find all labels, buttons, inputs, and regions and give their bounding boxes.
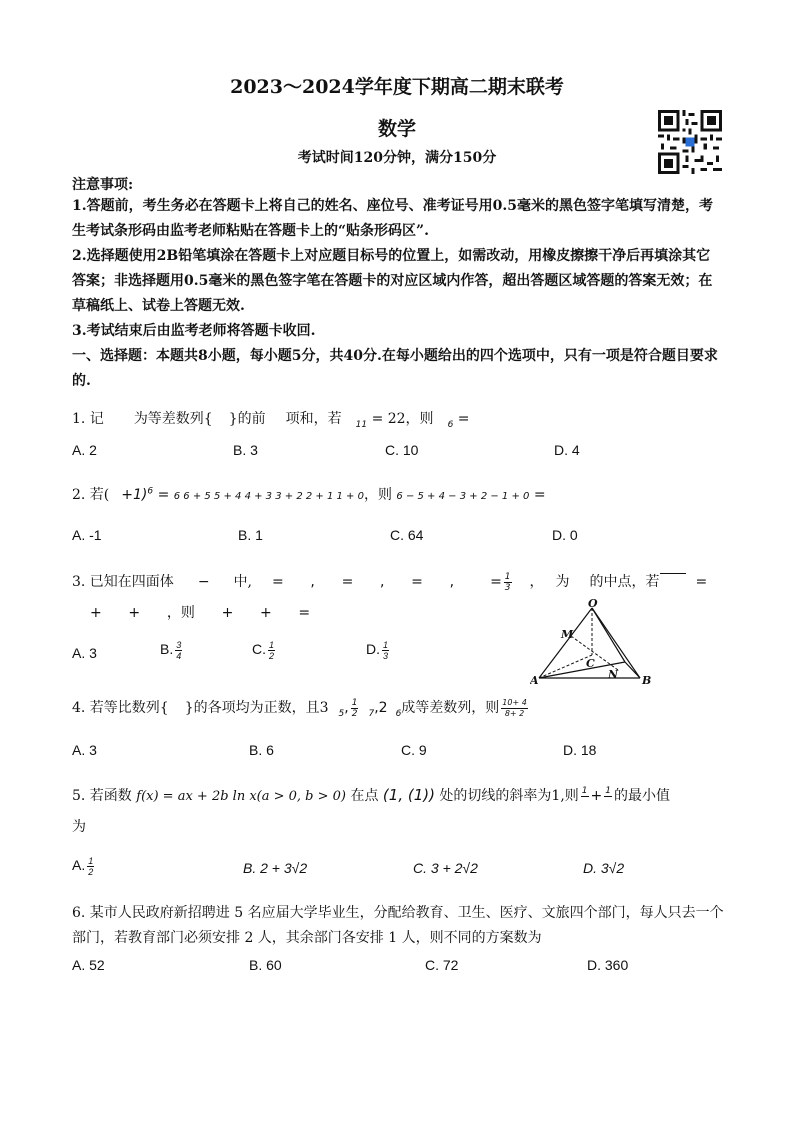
notice-item-2: 2.选择题使用2B铅笔填涂在答题卡上对应题目标号的位置上，如需改动，用橡皮擦擦干净后再填涂其它答案；非选择题用0.5毫米的黑色签字笔在答题卡的对应区域内作答，超出答题区域答题的答案无效；在草稿纸上、试卷上答题无效.: [72, 248, 713, 314]
exam-title: 2023～2024学年度下期高二期末联考: [230, 76, 564, 98]
figure-label-n: N: [608, 668, 619, 681]
question-5-line-2: 为: [72, 819, 86, 835]
figure-label-o: O: [588, 598, 598, 610]
q1-stem-d: 项和，若: [285, 411, 342, 427]
q6-option-a: A. 52: [72, 957, 105, 973]
q2-stem-a: 2. 若(: [72, 487, 110, 503]
q3-line1-a: 3. 已知在四面体: [72, 574, 174, 590]
q6-option-d: D. 360: [587, 957, 629, 973]
q2-stem-c: =: [157, 487, 170, 503]
q2-option-a: A. -1: [72, 527, 102, 543]
exam-info: 考试时间120分钟，满分150分: [297, 150, 497, 166]
q3-line1-b: −: [197, 574, 210, 590]
q2-exp6: 6: [147, 486, 154, 497]
qr-code-icon: [658, 110, 722, 174]
q6-option-c: C. 72: [425, 957, 459, 973]
q1-stem-e: = 22，则: [371, 411, 434, 427]
q5-stem-b: 在点: [350, 788, 379, 804]
q4-stem-b: }的各项均为正数，且3: [184, 700, 329, 716]
q2-option-b: B. 1: [238, 527, 263, 543]
tetrahedron-figure: [530, 598, 655, 690]
q1-stem-c: }的前: [228, 411, 266, 427]
q5-function: f(x) = ax + 2b ln x(a > 0, b > 0): [136, 789, 347, 804]
question-1: [72, 408, 469, 430]
q5-stem-d: 的最小值: [613, 788, 670, 804]
figure-label-c: C: [586, 657, 595, 670]
q4-stem-a: 4. 若等比数列{: [72, 700, 169, 716]
q4-sub7: 7: [368, 708, 375, 719]
q2-stem-b: +1): [121, 487, 148, 503]
q3-option-a: A. 3: [72, 645, 97, 661]
q4-option-b: B. 6: [249, 742, 274, 758]
q1-option-b: B. 3: [233, 442, 258, 458]
question-3-line-2: + + ，则 + + =: [90, 605, 311, 621]
q1-stem-b: 为等差数列{: [133, 411, 213, 427]
q2-stem-e: =: [533, 487, 546, 503]
q2-rhs2: 6 − 5 + 4 − 3 + 2 − 1 + 0: [396, 491, 530, 502]
q5-stem-c: 处的切线的斜率为1,则: [439, 788, 579, 804]
q1-option-d: D. 4: [554, 442, 580, 458]
question-4: 4. 若等比数列{ }的各项均为正数，且3 $_5$, $\frac{1}{2}$ $_7$,2 $_6$成等差数列，则 $\frac{10+ 4}{8+ 2}$: [72, 697, 527, 719]
q3-line1-d: = , = , = ,: [272, 574, 455, 590]
q5-point: (1, (1)): [382, 786, 435, 804]
q3-line1-h: 的中点，若: [589, 574, 660, 590]
q1-stem-a: 1. 记: [72, 411, 104, 427]
q5-option-b: B. 2 + 3√2: [243, 860, 308, 876]
q4-sub6: 6: [395, 708, 402, 719]
q3-option-c: C. $\frac{1}{2}$: [252, 640, 275, 661]
q1-option-c: C. 10: [385, 442, 419, 458]
question-5-line-1: 5. 若函数 f(x) = ax + 2b ln x(a > 0, b > 0) 在点 (1, (1)) 处的切线的斜率为1,则 1 + 1 的最小值: [72, 785, 670, 804]
q1-sub6: 6: [447, 419, 454, 430]
q3-line1-i: =: [695, 574, 708, 590]
q4-stem-d: ,2: [374, 700, 388, 716]
q3-line1-f: ，: [529, 574, 544, 590]
q1-option-a: A. 2: [72, 442, 97, 458]
q1-stem-f: =: [457, 411, 470, 427]
q5-stem-a: 5. 若函数: [72, 788, 132, 804]
q4-stem-c: ,: [344, 700, 349, 716]
figure-label-b: B: [642, 674, 652, 687]
notice-heading: 注意事项:: [72, 177, 134, 193]
question-6: 6. 某市人民政府新招聘进 5 名应届大学毕业生，分配给教育、卫生、医疗、文旅四个部门，每人只去一个部门，若教育部门必须安排 2 人，其余部门各安排 1 人，则不同的方案数为: [72, 905, 724, 946]
section-heading: 一、选择题：本题共8小题，每小题5分，共40分.在每小题给出的四个选项中，只有一项是符合题目要求的.: [72, 348, 718, 389]
q5-option-d: D. 3√2: [583, 860, 625, 876]
q3-line1-c: 中,: [233, 574, 252, 590]
figure-label-m: M: [561, 628, 574, 641]
q3-option-b: B. $\frac{3}{4}$: [160, 640, 182, 661]
q6-option-b: B. 60: [249, 957, 282, 973]
q2-option-c: C. 64: [390, 527, 424, 543]
figure-label-a: A: [530, 674, 539, 687]
q2-stem-d: ，则: [363, 487, 392, 503]
q2-option-d: D. 0: [552, 527, 578, 543]
q4-sub5: 5: [338, 708, 345, 719]
notice-item-3: 3.考试结束后由监考老师将答题卡收回.: [72, 323, 316, 339]
q4-option-c: C. 9: [401, 742, 427, 758]
q3-fraction: $\frac{1}{3}$: [504, 571, 511, 593]
question-3-line-1: [72, 571, 707, 593]
question-2: [72, 484, 546, 504]
q4-option-a: A. 3: [72, 742, 97, 758]
q1-sub11: 11: [355, 419, 368, 430]
notice-item-1: 1.答题前，考生务必在答题卡上将自己的姓名、座位号、准考证号用0.5毫米的黑色签字笔填写清楚，考生考试条形码由监考老师粘贴在答题卡上的“贴条形码区”.: [72, 198, 713, 239]
q4-option-d: D. 18: [563, 742, 597, 758]
subject-title: 数学: [377, 118, 416, 140]
q4-stem-e: 成等差数列，则: [401, 700, 500, 716]
q3-option-d: D. $\frac{1}{3}$: [366, 640, 389, 661]
q5-option-a: A. $\frac{1}{2}$: [72, 856, 94, 877]
q3-line1-e: =: [490, 574, 502, 590]
q3-line1-g: 为: [555, 574, 570, 590]
q2-rhs: 6 6 + 5 5 + 4 4 + 3 3 + 2 2 + 1 1 + 0: [173, 491, 364, 502]
q5-option-c: C. 3 + 2√2: [413, 860, 478, 876]
